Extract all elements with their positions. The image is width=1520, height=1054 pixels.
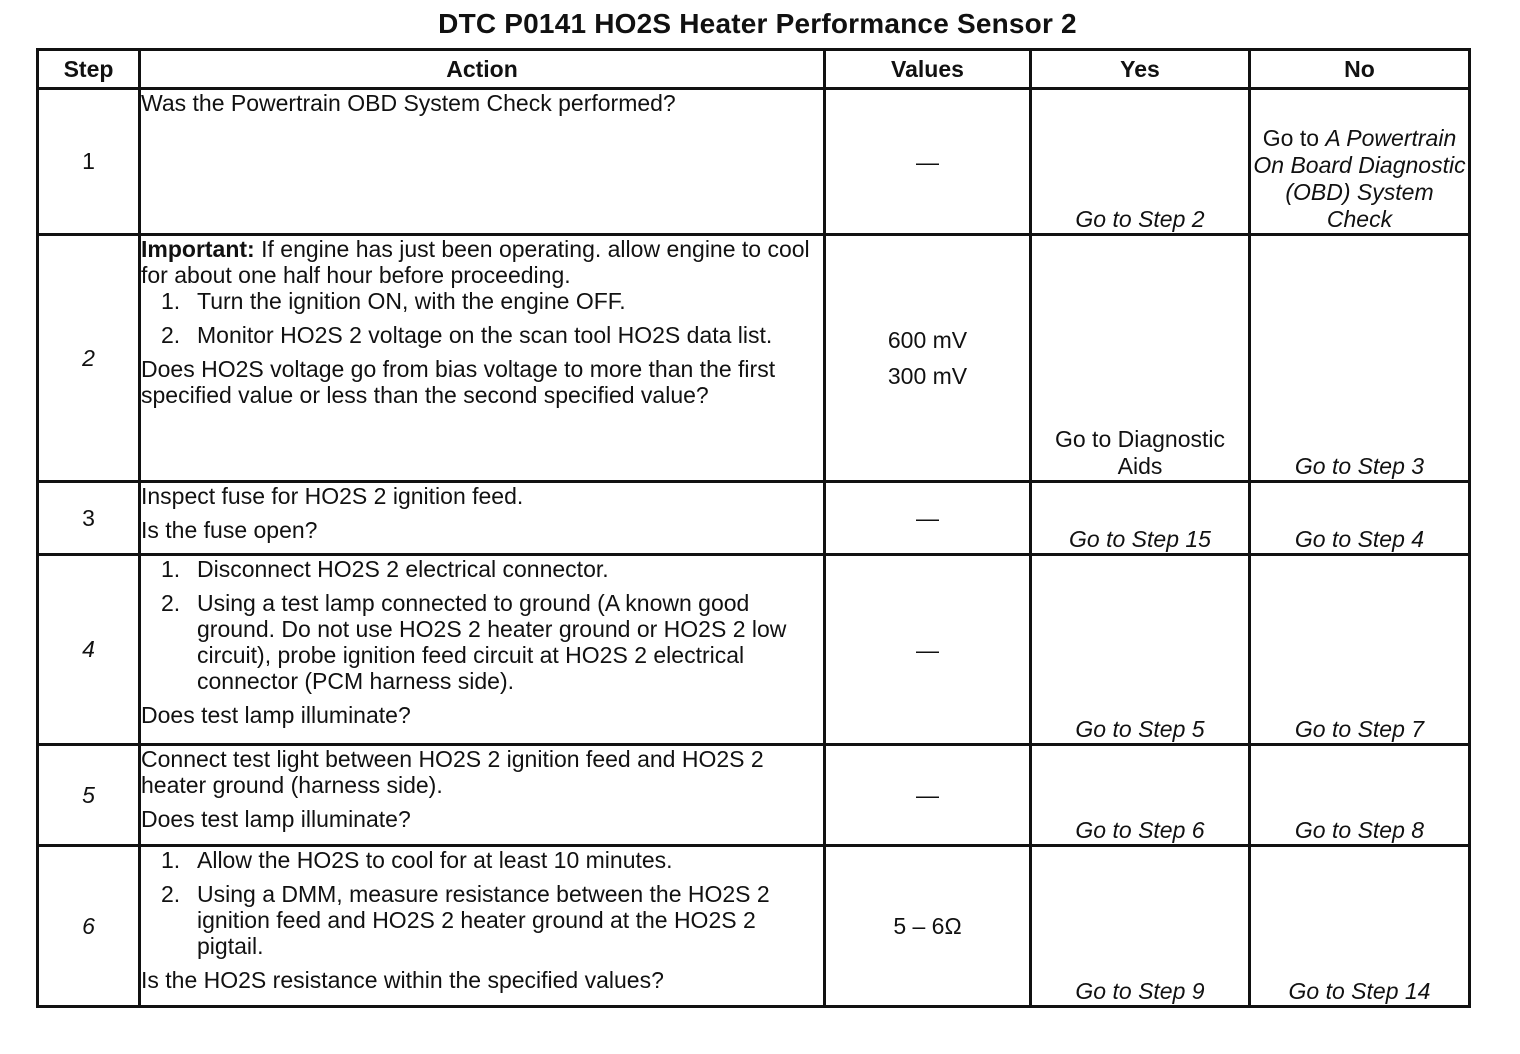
action-steps: [141, 556, 823, 694]
values-cell: [825, 846, 1031, 1007]
no-cell: [1250, 89, 1470, 235]
yes-goto-link[interactable]: Go to Step 9: [1075, 978, 1205, 1004]
important-label: Important:: [141, 236, 255, 262]
table-row: [38, 745, 1470, 846]
action-step: 1. Allow the HO2S to cool for at least 10 minutes.: [161, 847, 673, 873]
action-cell: [140, 89, 825, 235]
step-number: 5: [38, 745, 140, 846]
step-number: 3: [38, 482, 140, 555]
action-question: Was the Powertrain OBD System Check performed?: [141, 90, 676, 116]
important-note: [141, 236, 823, 288]
no-goto-prefix: Go to: [1262, 125, 1326, 151]
action-step: 1. Turn the ignition ON, with the engine OFF.: [161, 288, 626, 314]
no-goto-link[interactable]: A Powertrain On Board Diagnostic (OBD) System Check: [1253, 125, 1466, 232]
action-steps: [141, 288, 823, 348]
values-cell: [825, 482, 1031, 555]
yes-cell: [1031, 89, 1250, 235]
yes-goto-link[interactable]: Go to Step 15: [1069, 526, 1211, 552]
yes-cell: [1031, 482, 1250, 555]
value-item: —: [916, 505, 939, 531]
step-number: 2: [38, 235, 140, 482]
action-steps: [141, 847, 823, 959]
action-text: Inspect fuse for HO2S 2 ignition feed.: [141, 483, 524, 509]
no-cell: [1250, 482, 1470, 555]
action-step: 1. Disconnect HO2S 2 electrical connector.: [161, 556, 609, 582]
header-yes: Yes: [1031, 50, 1250, 89]
yes-goto-link[interactable]: Go to Diagnostic Aids: [1054, 426, 1226, 479]
header-no: No: [1250, 50, 1470, 89]
step-number: 4: [38, 555, 140, 745]
yes-goto-link[interactable]: Go to Step 6: [1075, 817, 1205, 843]
no-cell: [1250, 555, 1470, 745]
action-question: Does HO2S voltage go from bias voltage to more than the first specified value or less than the second specified value?: [141, 356, 776, 408]
values-cell: [825, 235, 1031, 482]
value-item: 300 mV: [887, 363, 968, 389]
table-row: [38, 555, 1470, 745]
value-item: 600 mV: [887, 327, 968, 353]
yes-goto-link[interactable]: Go to Step 2: [1075, 206, 1205, 232]
page-title: DTC P0141 HO2S Heater Performance Sensor 2: [438, 8, 1077, 39]
action-cell: [140, 846, 825, 1007]
table-row: [38, 89, 1470, 235]
no-cell: [1250, 846, 1470, 1007]
important-text: If engine has just been operating. allow engine to cool for about one half hour before proceeding.: [141, 236, 810, 288]
action-question: Does test lamp illuminate?: [141, 702, 411, 728]
yes-cell: [1031, 555, 1250, 745]
value-item: —: [916, 782, 939, 808]
yes-cell: [1031, 235, 1250, 482]
action-cell: [140, 555, 825, 745]
action-cell: [140, 482, 825, 555]
yes-cell: [1031, 846, 1250, 1007]
action-question: Is the fuse open?: [141, 517, 318, 543]
diagnostic-table: [36, 48, 1471, 1008]
action-cell: [140, 745, 825, 846]
header-values: Values: [825, 50, 1031, 89]
no-goto-link[interactable]: Go to Step 3: [1294, 453, 1425, 479]
values-cell: [825, 89, 1031, 235]
action-text: Connect test light between HO2S 2 ignition feed and HO2S 2 heater ground (harness side).: [141, 746, 764, 798]
value-item: —: [916, 636, 939, 663]
values-cell: [825, 555, 1031, 745]
no-cell: [1250, 745, 1470, 846]
no-goto-link[interactable]: Go to Step 7: [1294, 716, 1425, 742]
value-item: —: [916, 148, 939, 175]
value-item: 5 – 6Ω: [893, 913, 962, 939]
step-number: 6: [38, 846, 140, 1007]
no-goto-link[interactable]: Go to Step 14: [1288, 978, 1431, 1004]
yes-goto-link[interactable]: Go to Step 5: [1075, 716, 1205, 742]
action-step: 2. Using a test lamp connected to ground (A known good ground. Do not use HO2S 2 heater ground or HO2S 2 low circuit), probe ignition feed circuit at HO2S 2 electrical connector (PCM harness side).: [161, 590, 787, 694]
no-goto-link[interactable]: Go to Step 8: [1294, 817, 1425, 843]
table-row: [38, 482, 1470, 555]
action-question: Does test lamp illuminate?: [141, 806, 411, 832]
no-cell: [1250, 235, 1470, 482]
header-row: [38, 50, 1470, 89]
table-row: [38, 235, 1470, 482]
action-question: Is the HO2S resistance within the specified values?: [141, 967, 664, 993]
header-step: Step: [38, 50, 140, 89]
no-goto-link[interactable]: Go to Step 4: [1294, 526, 1425, 552]
action-cell: [140, 235, 825, 482]
yes-cell: [1031, 745, 1250, 846]
action-step: 2. Monitor HO2S 2 voltage on the scan tool HO2S data list.: [161, 322, 773, 348]
table-row: [38, 846, 1470, 1007]
step-number: 1: [38, 89, 140, 235]
action-step: 2. Using a DMM, measure resistance between the HO2S 2 ignition feed and HO2S 2 heater ground at the HO2S 2 pigtail.: [161, 881, 770, 959]
values-cell: [825, 745, 1031, 846]
header-action: Action: [140, 50, 825, 89]
